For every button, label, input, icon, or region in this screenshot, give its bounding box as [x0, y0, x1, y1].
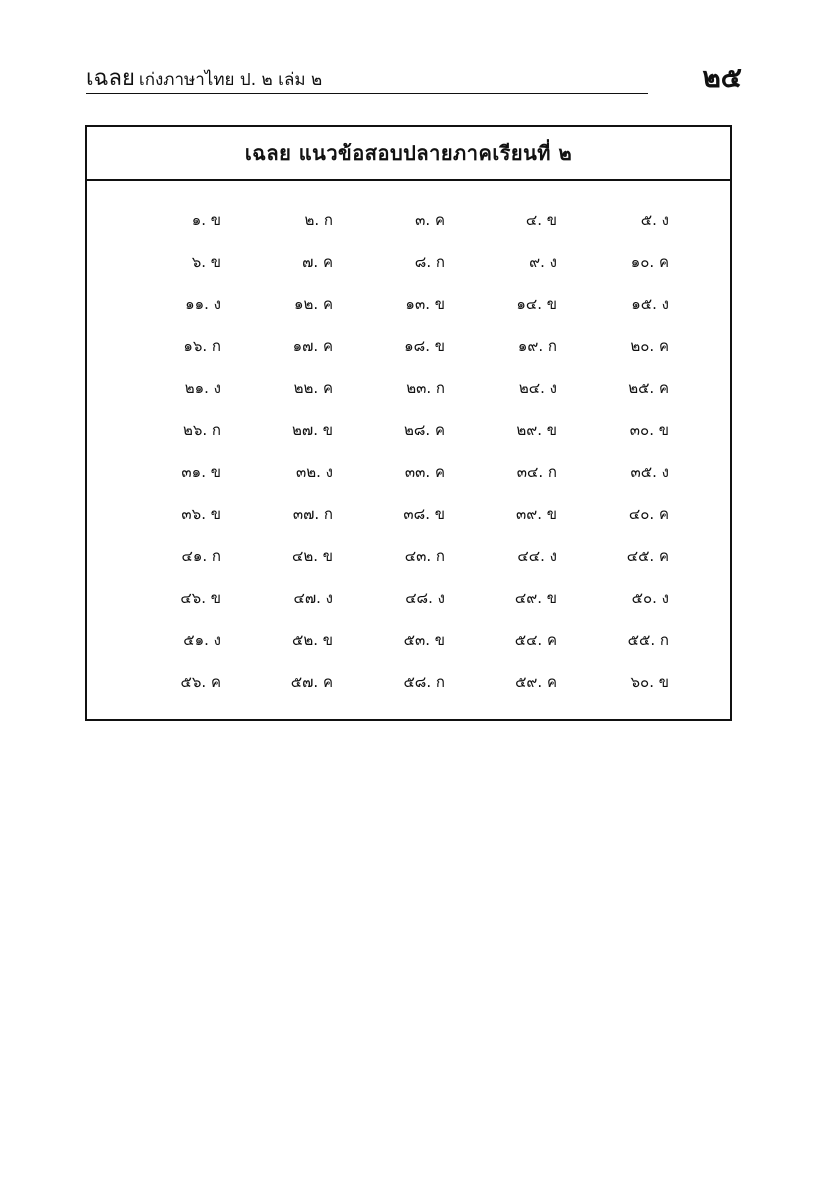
answer-item: ๑๕. ง — [631, 295, 669, 313]
answer-item: ๕๙. ค — [515, 673, 557, 691]
answer-item: ๑๓. ข — [405, 295, 445, 313]
answer-row — [127, 619, 687, 661]
answer-item: ๓๐. ข — [629, 421, 669, 439]
answer-item: ๒๖. ก — [182, 421, 221, 439]
answer-item: ๑๗. ค — [292, 337, 333, 355]
answer-item: ๔๖. ข — [180, 589, 221, 607]
answer-item: ๔๔. ง — [517, 547, 557, 565]
answer-item: ๕๐. ง — [631, 589, 669, 607]
answer-item: ๑๒. ค — [294, 295, 333, 313]
answer-item: ๗. ค — [302, 253, 333, 271]
answer-item: ๕. ง — [640, 211, 669, 229]
answer-item: ๕๗. ค — [290, 673, 333, 691]
answer-item: ๔๘. ง — [405, 589, 445, 607]
answer-item: ๑๘. ข — [404, 337, 445, 355]
answer-item: ๑๖. ก — [183, 337, 221, 355]
answer-item: ๑๙. ก — [517, 337, 557, 355]
answer-item: ๕๑. ง — [183, 631, 221, 649]
answer-item: ๓๔. ก — [516, 463, 557, 481]
answer-item: ๑๔. ข — [516, 295, 557, 313]
running-header — [86, 60, 648, 94]
answer-item: ๒. ก — [304, 211, 333, 229]
answer-row — [127, 451, 687, 493]
answer-item: ๓๓. ค — [404, 463, 445, 481]
answer-item: ๕๓. ข — [403, 631, 445, 649]
answer-item: ๖๐. ข — [630, 673, 669, 691]
answer-item: ๒๒. ค — [293, 379, 333, 397]
answer-item: ๓๑. ข — [181, 463, 221, 481]
answer-item: ๓๘. ข — [403, 505, 445, 523]
answer-row — [127, 535, 687, 577]
answer-row — [127, 325, 687, 367]
answer-row — [127, 661, 687, 703]
answer-item: ๑. ข — [191, 211, 221, 229]
answer-key-box — [85, 125, 732, 721]
page-number: ๒๕ — [702, 61, 742, 94]
answer-item: ๒๔. ง — [518, 379, 557, 397]
answer-item: ๔๐. ค — [628, 505, 669, 523]
answer-grid — [127, 199, 687, 703]
answer-item: ๔๕. ค — [626, 547, 669, 565]
answer-item: ๒๓. ก — [406, 379, 445, 397]
answer-item: ๔๗. ง — [293, 589, 333, 607]
answer-item: ๒๑. ง — [184, 379, 221, 397]
answer-row — [127, 577, 687, 619]
answer-item: ๓๙. ข — [515, 505, 557, 523]
answer-key-label: เฉลย — [86, 66, 135, 91]
answer-item: ๓๗. ก — [292, 505, 333, 523]
answer-key-title: เฉลย แนวข้อสอบปลายภาคเรียนที่ ๒ — [87, 127, 730, 181]
answer-item: ๓๖. ข — [181, 505, 221, 523]
answer-item: ๑๐. ค — [630, 253, 669, 271]
answer-item: ๕๕. ก — [627, 631, 669, 649]
answer-item: ๙. ง — [529, 253, 557, 271]
answer-item: ๔๒. ข — [291, 547, 333, 565]
answer-item: ๕๘. ก — [403, 673, 445, 691]
answer-item: ๔๑. ก — [181, 547, 221, 565]
answer-item: ๓๒. ง — [295, 463, 333, 481]
answer-item: ๕๖. ค — [180, 673, 221, 691]
answer-row — [127, 493, 687, 535]
answer-item: ๘. ก — [414, 253, 445, 271]
answer-item: ๑๑. ง — [185, 295, 221, 313]
answer-item: ๒๘. ค — [403, 421, 445, 439]
answer-item: ๓. ค — [415, 211, 445, 229]
answer-item: ๔. ข — [525, 211, 557, 229]
answer-item: ๒๙. ข — [516, 421, 557, 439]
answer-item: ๒๐. ค — [630, 337, 669, 355]
answer-row — [127, 283, 687, 325]
answer-row — [127, 367, 687, 409]
book-title: เก่งภาษาไทย ป. ๒ เล่ม ๒ — [138, 70, 323, 91]
answer-item: ๖. ข — [191, 253, 221, 271]
answer-row — [127, 241, 687, 283]
answer-item: ๕๒. ข — [291, 631, 333, 649]
answer-item: ๓๕. ง — [630, 463, 669, 481]
answer-row — [127, 199, 687, 241]
answer-item: ๒๗. ข — [292, 421, 333, 439]
answer-item: ๕๔. ค — [514, 631, 557, 649]
answer-item: ๔๙. ข — [514, 589, 557, 607]
answer-item: ๔๓. ก — [404, 547, 445, 565]
answer-row — [127, 409, 687, 451]
answer-item: ๒๕. ค — [628, 379, 669, 397]
